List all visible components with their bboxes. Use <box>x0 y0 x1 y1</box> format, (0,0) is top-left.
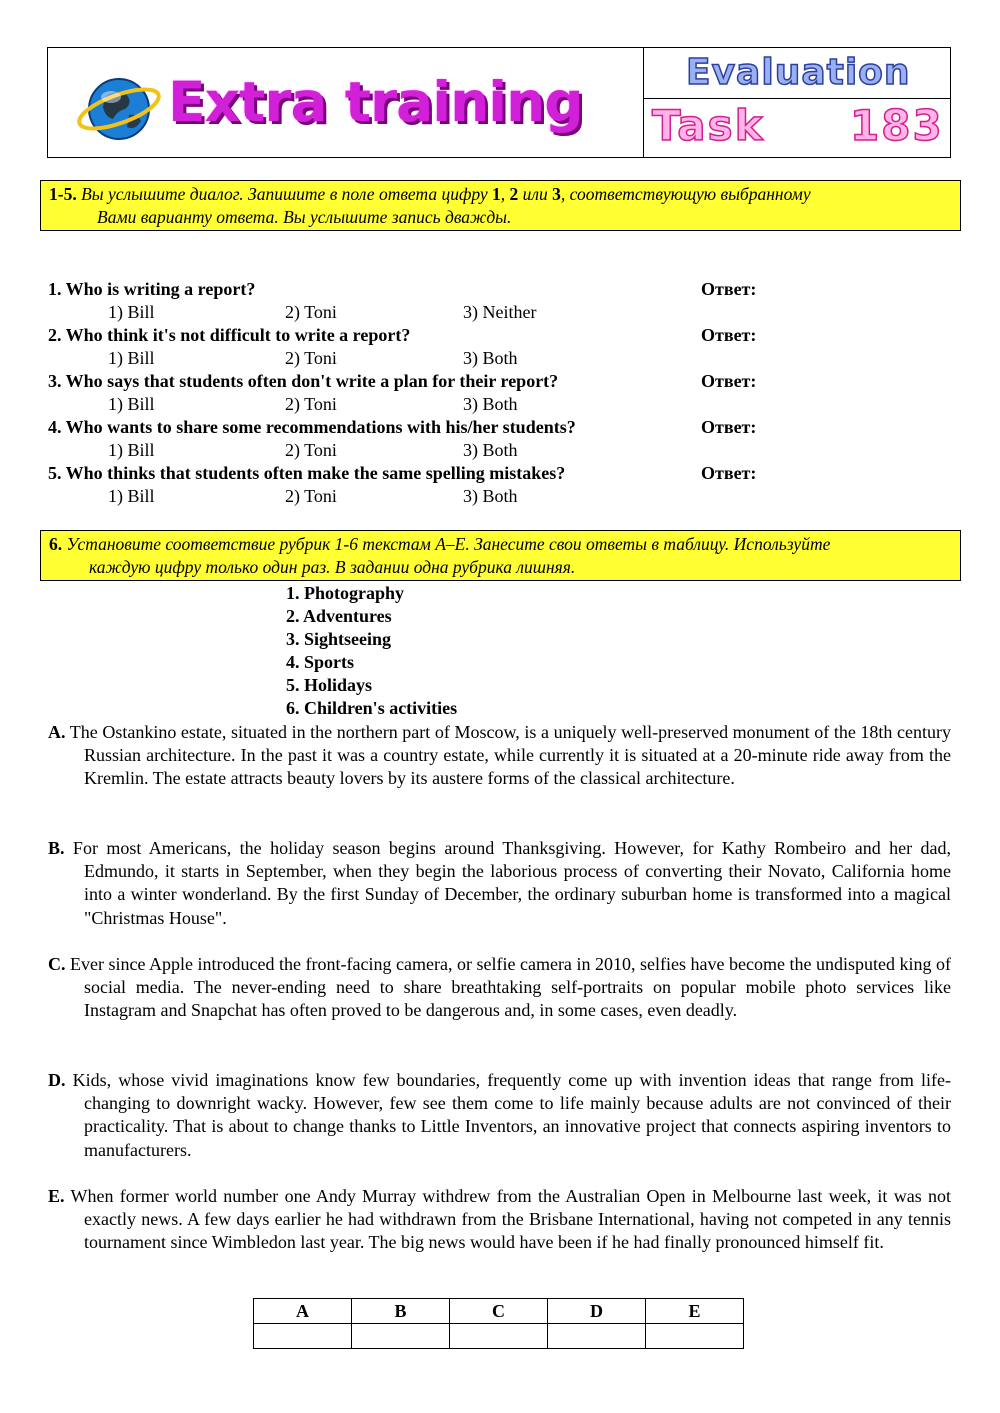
text-a <box>48 721 951 791</box>
globe-icon <box>75 67 163 147</box>
instruction-text: Вы услышите диалог. Запишите в поле ответа цифру <box>76 184 493 204</box>
answer-header-e: E <box>646 1299 744 1324</box>
answer-header-a: A <box>254 1299 352 1324</box>
instruction-text: , <box>500 184 510 204</box>
answer-header-c: C <box>450 1299 548 1324</box>
option-1-2: 2) Toni <box>285 302 337 322</box>
text-c <box>48 953 951 1023</box>
task-cell <box>644 99 950 157</box>
digit-three: 3 <box>552 184 561 204</box>
rubric-2: 2. Adventures <box>286 606 392 626</box>
option-4-1: 1) Bill <box>108 440 155 460</box>
question-5: 5. Who thinks that students often make the same spelling mistakes? <box>48 463 566 483</box>
answer-cell-d[interactable] <box>548 1324 646 1349</box>
option-3-2: 2) Toni <box>285 394 337 414</box>
text-e <box>48 1185 951 1255</box>
digit-two: 2 <box>509 184 519 204</box>
task-number: 183 <box>850 101 944 150</box>
option-3-3: 3) Both <box>463 394 518 414</box>
option-5-3: 3) Both <box>463 486 518 506</box>
task-label: Task <box>652 101 765 150</box>
option-3-1: 1) Bill <box>108 394 155 414</box>
text-letter: B. <box>48 838 65 858</box>
text-body: Ever since Apple introduced the front-facing camera, or selfie camera in 2010, selfies have become the undisputed king of social media. The never-ending need to share breathtaking self-portraits on popular mobile photo services like Instagram and Snapchat has often proved to be dangerous and, in some cases, even deadly. <box>65 954 951 1021</box>
answer-cell-b[interactable] <box>352 1324 450 1349</box>
reading-instructions <box>40 530 961 581</box>
text-letter: D. <box>48 1070 66 1090</box>
option-1-1: 1) Bill <box>108 302 155 322</box>
text-d <box>48 1069 951 1162</box>
rubric-5: 5. Holidays <box>286 675 373 695</box>
evaluation-label: Evaluation <box>686 52 911 93</box>
worksheet-title: Extra training <box>168 70 583 134</box>
rubric-1: 1. Photography <box>286 583 405 603</box>
answer-table-header-row <box>254 1299 744 1324</box>
digit-one: 1 <box>492 184 501 204</box>
rubric-4: 4. Sports <box>286 652 355 672</box>
instruction-text: или <box>518 184 553 204</box>
text-letter: A. <box>48 722 66 742</box>
option-2-2: 2) Toni <box>285 348 337 368</box>
answer-cell-c[interactable] <box>450 1324 548 1349</box>
answer-label-1: Ответ: <box>701 279 757 299</box>
evaluation-cell <box>644 48 950 99</box>
answer-table <box>253 1298 744 1349</box>
header-title-cell <box>48 48 644 157</box>
rubric-6: 6. Children's activities <box>286 698 458 718</box>
option-5-2: 2) Toni <box>285 486 337 506</box>
option-2-3: 3) Both <box>463 348 518 368</box>
worksheet-header <box>47 47 951 158</box>
text-b <box>48 837 951 930</box>
answer-header-d: D <box>548 1299 646 1324</box>
answer-header-b: B <box>352 1299 450 1324</box>
instruction-text: Установите соответствие рубрик 1-6 текстам A–E. Занесите свои ответы в таблицу. Используйте <box>62 534 831 554</box>
answer-label-2: Ответ: <box>701 325 757 345</box>
answer-cell-e[interactable] <box>646 1324 744 1349</box>
option-1-3: 3) Neither <box>463 302 537 322</box>
instruction-number: 6. <box>49 534 63 554</box>
question-4: 4. Who wants to share some recommendations with his/her students? <box>48 417 576 437</box>
instruction-text: каждую цифру только один раз. В задании одна рубрика лишняя. <box>89 557 576 577</box>
text-body: The Ostankino estate, situated in the northern part of Moscow, is a uniquely well-preserved monument of the 18th century Russian architecture. In the past it was a country estate, while currently it is situated at a 20-minute ride away from the Kremlin. The estate attracts beauty lovers by its austere forms of the classical architecture. <box>65 722 951 789</box>
listening-instructions <box>40 180 961 231</box>
text-body: For most Americans, the holiday season begins around Thanksgiving. However, for Kathy Rombeiro and her dad, Edmundo, it starts in September, when they begin the laborious process of converting their Novato, California home into a winter wonderland. By the first Sunday of December, the ordinary suburban home is transformed into a magical "Christmas House". <box>64 838 951 928</box>
answer-label-5: Ответ: <box>701 463 757 483</box>
option-4-3: 3) Both <box>463 440 518 460</box>
text-body: Kids, whose vivid imaginations know few boundaries, frequently come up with invention ideas that range from life-changing to downright wacky. However, few see them come to life mainly because adults are not convinced of their practicality. That is about to change thanks to Little Inventors, an innovative project that connects aspiring inventors to manufacturers. <box>65 1070 951 1160</box>
rubric-3: 3. Sightseeing <box>286 629 392 649</box>
question-1: 1. Who is writing a report? <box>48 279 256 299</box>
text-letter: C. <box>48 954 66 974</box>
text-letter: E. <box>48 1186 65 1206</box>
instruction-text: , соответствующую выбранному <box>560 184 811 204</box>
option-4-2: 2) Toni <box>285 440 337 460</box>
option-5-1: 1) Bill <box>108 486 155 506</box>
question-3: 3. Who says that students often don't write a plan for their report? <box>48 371 559 391</box>
question-2: 2. Who think it's not difficult to write a report? <box>48 325 411 345</box>
answer-cell-a[interactable] <box>254 1324 352 1349</box>
answer-label-4: Ответ: <box>701 417 757 437</box>
answer-label-3: Ответ: <box>701 371 757 391</box>
instruction-number: 1-5. <box>49 184 77 204</box>
instruction-text: Вами варианту ответа. Вы услышите запись дважды. <box>97 207 512 227</box>
option-2-1: 1) Bill <box>108 348 155 368</box>
answer-table-input-row <box>254 1324 744 1349</box>
text-body: When former world number one Andy Murray withdrew from the Australian Open in Melbourne last week, it was not exactly news. A few days earlier he had withdrawn from the Brisbane International, having not competed in any tennis tournament since Wimbledon last year. The big news would have been if he had finally pronounced himself fit. <box>64 1186 951 1253</box>
